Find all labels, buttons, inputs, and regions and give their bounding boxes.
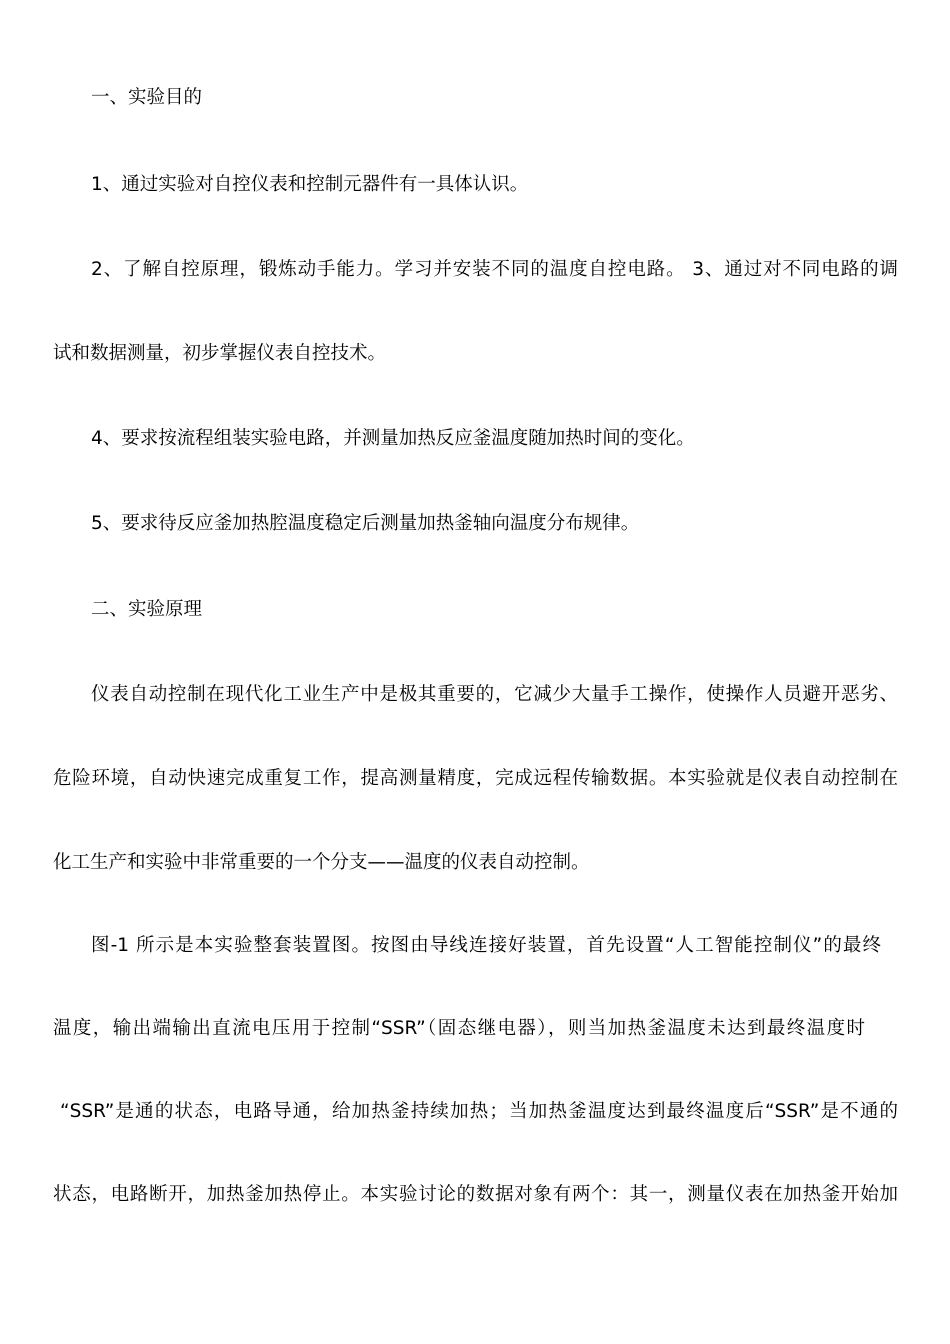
principle-para-2-line-1: 图-1 所示是本实验整套装置图。按图由导线连接好装置，首先设置“人工智能控制仪”的最终 xyxy=(91,935,881,956)
principle-para-2-line-4: 状态，电路断开，加热釜加热停止。本实验讨论的数据对象有两个：其一，测量仪表在加热釜开始加 xyxy=(53,1184,898,1205)
principle-para-1-line-3: 化工生产和实验中非常重要的一个分支——温度的仪表自动控制。 xyxy=(53,852,590,873)
section-heading-purpose: 一、实验目的 xyxy=(91,87,203,108)
purpose-item-4: 4、要求按流程组装实验电路，并测量加热反应釜温度随加热时间的变化。 xyxy=(91,428,695,449)
purpose-item-2-line-2: 试和数据测量，初步掌握仪表自控技术。 xyxy=(53,343,387,364)
purpose-item-1: 1、通过实验对自控仪表和控制元器件有一具体认识。 xyxy=(91,174,529,195)
purpose-item-5: 5、要求待反应釜加热腔温度稳定后测量加热釜轴向温度分布规律。 xyxy=(91,513,640,534)
principle-para-1-line-1: 仪表自动控制在现代化工业生产中是极其重要的，它减少大量手工操作，使操作人员避开恶劣、 xyxy=(91,684,898,705)
principle-para-2-line-3: “SSR”是通的状态，电路导通，给加热釜持续加热；当加热釜温度达到最终温度后“SSR”是不通的 xyxy=(60,1101,898,1122)
purpose-item-2-line-1: 2、了解自控原理，锻炼动手能力。学习并安装不同的温度自控电路。 3、通过对不同电路的调 xyxy=(91,259,898,280)
section-heading-principle: 二、实验原理 xyxy=(91,599,203,620)
principle-para-1-line-2: 危险环境，自动快速完成重复工作，提高测量精度，完成远程传输数据。本实验就是仪表自动控制在 xyxy=(53,768,898,789)
principle-para-2-line-2: 温度，输出端输出直流电压用于控制“SSR”（固态继电器），则当加热釜温度未达到最终温度时 xyxy=(53,1018,865,1039)
